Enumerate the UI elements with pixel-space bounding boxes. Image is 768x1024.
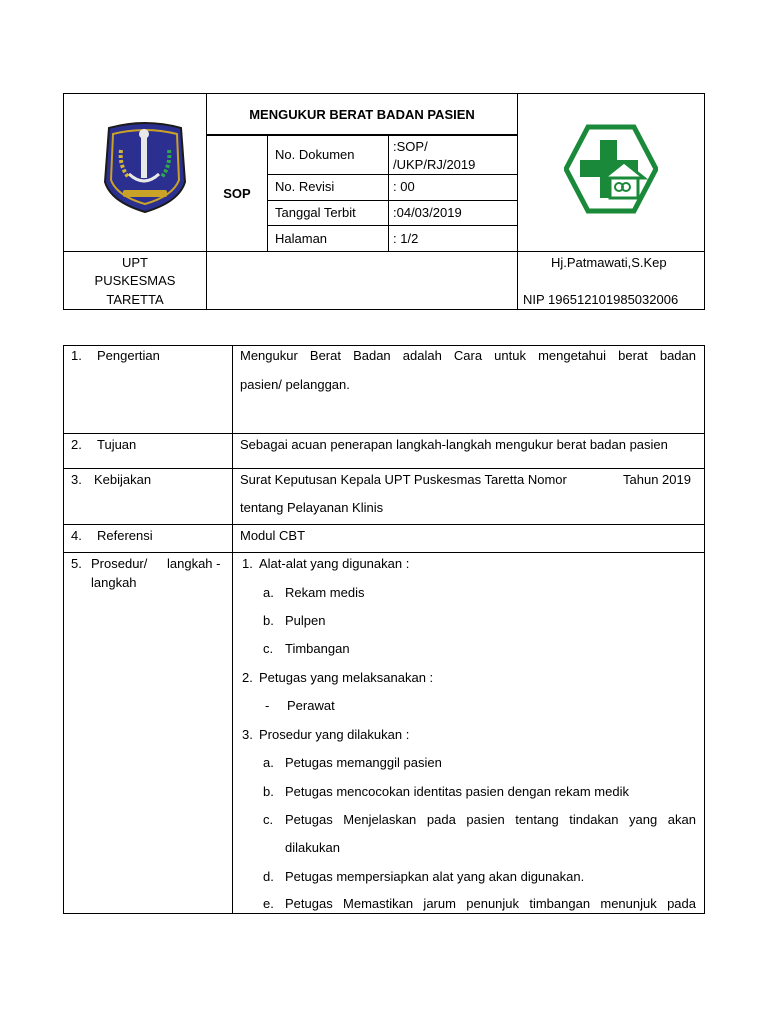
step-3-item-b-text: Petugas mencocokan identitas pasien dengan rekam medik — [285, 784, 629, 799]
row-no-revisi-value: : 00 — [393, 179, 415, 194]
org-name-line-2: PUSKESMAS — [94, 273, 176, 288]
step-1-item-c-letter: c. — [263, 641, 274, 656]
step-3-item-a-letter: a. — [263, 755, 274, 770]
step-2-text: Petugas yang melaksanakan : — [259, 670, 434, 685]
step-1-text: Alat-alat yang digunakan : — [259, 556, 410, 571]
row-no-dokumen-value-2: /UKP/RJ/2019 — [393, 157, 476, 172]
section-3-text-line-1a: Surat Keputusan Kepala UPT Puskesmas Taretta Nomor — [240, 472, 567, 487]
org-name-line-3: TARETTA — [106, 292, 164, 307]
step-3-item-e-text: Petugas Memastikan jarum penunjuk timbangan menunjuk pada — [285, 896, 696, 911]
step-2-item-text: Perawat — [287, 698, 335, 713]
row-no-revisi-label: No. Revisi — [275, 179, 335, 194]
section-5-label-line-1a: Prosedur/ — [91, 556, 148, 571]
step-3-number: 3. — [242, 727, 253, 742]
step-3-item-e-letter: e. — [263, 896, 274, 911]
row-no-dokumen-value-1: :SOP/ — [393, 139, 428, 154]
puskesmas-logo — [564, 124, 658, 214]
step-1-item-a-text: Rekam medis — [285, 585, 365, 600]
step-3-item-d-text: Petugas mempersiapkan alat yang akan digunakan. — [285, 869, 585, 884]
section-1-label: Pengertian — [97, 348, 160, 363]
step-2-number: 2. — [242, 670, 253, 685]
section-3-number: 3. — [71, 472, 82, 487]
row-halaman-value: : 1/2 — [393, 231, 419, 246]
section-4-label: Referensi — [97, 528, 153, 543]
section-3-text-line-2: tentang Pelayanan Klinis — [240, 500, 384, 515]
row-tanggal-terbit-label: Tanggal Terbit — [275, 205, 356, 220]
signer-name: Hj.Patmawati,S.Kep — [551, 255, 667, 270]
section-4-number: 4. — [71, 528, 82, 543]
step-2-item-dash: - — [265, 698, 270, 713]
step-3-item-a-text: Petugas memanggil pasien — [285, 755, 442, 770]
row-halaman-label: Halaman — [275, 231, 328, 246]
section-5-number: 5. — [71, 556, 82, 571]
sop-label: SOP — [223, 186, 251, 201]
step-1-item-a-letter: a. — [263, 585, 274, 600]
section-1-number: 1. — [71, 348, 82, 363]
section-3-label: Kebijakan — [94, 472, 152, 487]
section-2-number: 2. — [71, 437, 82, 452]
step-1-item-c-text: Timbangan — [285, 641, 350, 656]
row-no-dokumen-label: No. Dokumen — [275, 147, 355, 162]
step-3-item-c-text: Petugas Menjelaskan pada pasien tentang tindakan yang akan — [285, 812, 696, 827]
signer-nip: NIP 196512101985032006 — [523, 292, 679, 307]
section-3-text-line-1b: Tahun 2019 — [623, 472, 691, 487]
section-1-text-line-1: Mengukur Berat Badan adalah Cara untuk mengetahui berat badan — [240, 348, 696, 363]
section-1-text-line-2: pasien/ pelanggan. — [240, 377, 350, 392]
org-name-line-1: UPT — [122, 255, 148, 270]
step-3-item-c-letter: c. — [263, 812, 274, 827]
document-title: MENGUKUR BERAT BADAN PASIEN — [249, 107, 475, 122]
step-3-item-c-text-2: dilakukan — [285, 840, 340, 855]
step-3-item-b-letter: b. — [263, 784, 274, 799]
row-tanggal-terbit-value: :04/03/2019 — [393, 205, 462, 220]
section-2-text: Sebagai acuan penerapan langkah-langkah mengukur berat badan pasien — [240, 437, 668, 452]
section-2-label: Tujuan — [97, 437, 137, 452]
section-4-text: Modul CBT — [240, 528, 306, 543]
regional-crest-logo — [99, 120, 191, 216]
step-1-item-b-text: Pulpen — [285, 613, 326, 628]
section-5-label-line-2: langkah — [91, 575, 137, 590]
section-5-label-line-1b: langkah - — [167, 556, 221, 571]
step-3-text: Prosedur yang dilakukan : — [259, 727, 410, 742]
step-1-number: 1. — [242, 556, 253, 571]
step-3-item-d-letter: d. — [263, 869, 274, 884]
step-1-item-b-letter: b. — [263, 613, 274, 628]
